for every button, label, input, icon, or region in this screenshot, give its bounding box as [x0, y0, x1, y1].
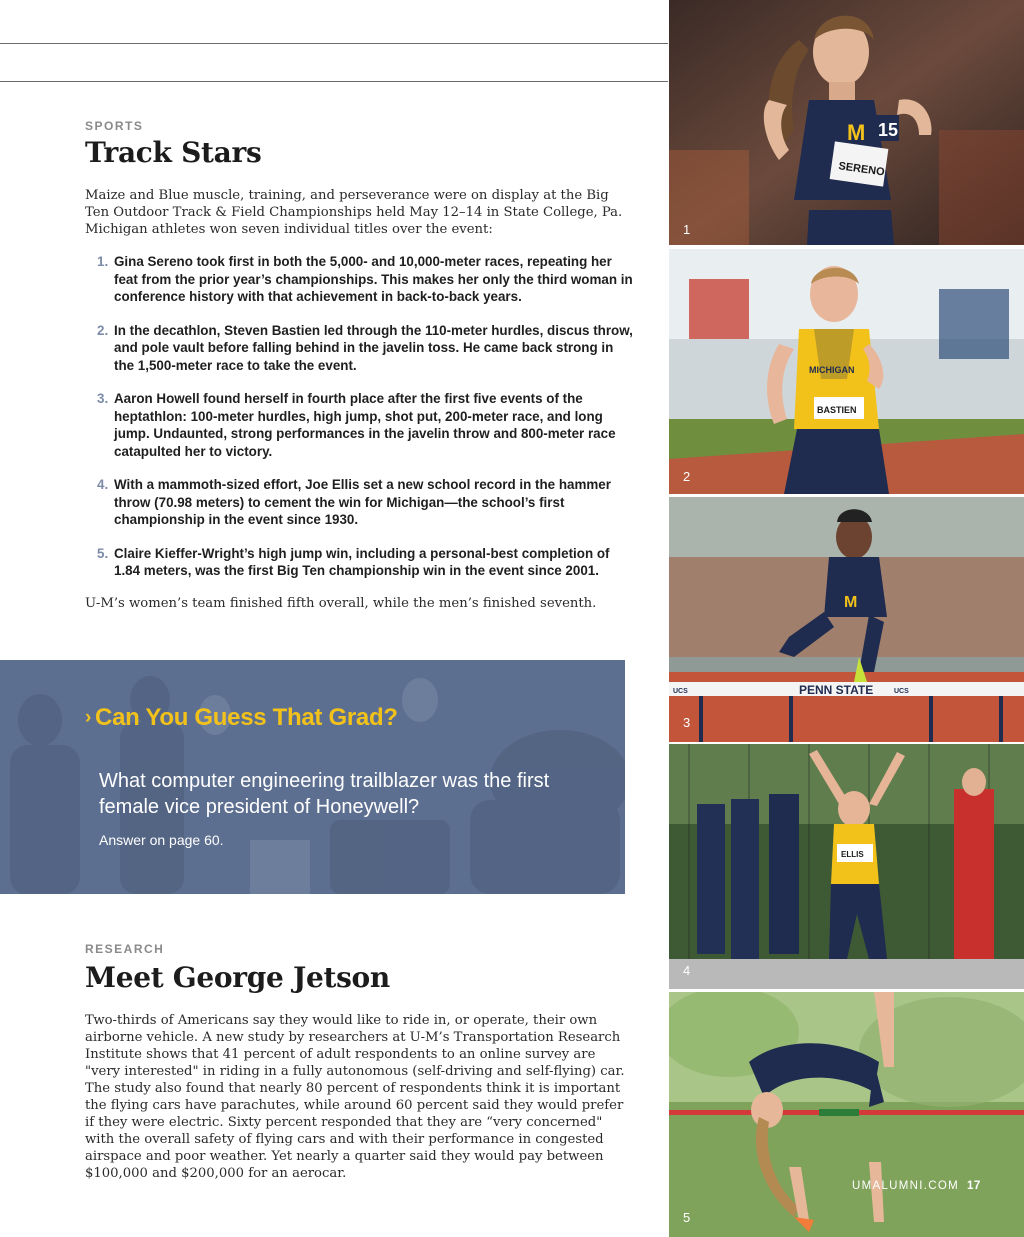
list-number: 3. — [97, 391, 109, 406]
list-item — [97, 390, 637, 460]
quiz-title — [85, 704, 398, 732]
photo-number: 5 — [683, 1210, 691, 1225]
list-item — [97, 253, 637, 306]
svg-text:M: M — [847, 120, 866, 145]
page-number: 17 — [966, 1180, 981, 1192]
list-item — [97, 476, 637, 529]
quiz-answer-note: Answer on page 60. — [99, 832, 224, 848]
photo-ellis — [669, 744, 1024, 989]
list-number: 1. — [97, 254, 109, 269]
top-rule — [0, 43, 668, 44]
photo-kieffer-wright — [669, 992, 1024, 1237]
list-text: Aaron Howell found herself in fourth place after the first five events of the heptathlon: 100-meter hurdles, high jump, shot put, 200-meter race, and long jump. Undaunted, strong performances in the javelin throw and 800-meter race catapulted her to victory. — [114, 391, 616, 459]
sports-intro: Maize and Blue muscle, training, and perseverance were on display at the Big Ten Outdoor Track & Field Championships held May 12–14 in State College, Pa. Michigan athletes won seven individual titles over the event: — [85, 188, 623, 237]
page-folio — [852, 1180, 981, 1192]
sports-kicker: SPORTS — [85, 119, 144, 133]
list-item — [97, 545, 637, 580]
list-item — [97, 322, 637, 375]
photo-column — [669, 0, 1024, 1237]
list-number: 2. — [97, 322, 109, 338]
sponsor-text: UCS — [894, 688, 909, 695]
bib-name: SERENO — [837, 160, 886, 179]
sports-headline: Track Stars — [85, 136, 262, 169]
list-number: 5. — [97, 545, 109, 561]
photo-number: 3 — [683, 715, 691, 730]
list-number: 4. — [97, 477, 109, 492]
research-body: Two-thirds of Americans say they would like to ride in, or operate, their own airborne vehicle. A new study by researchers at U-M’s Transportation Research Institute shows that 41 percent of adult respondents to an online survey are "very interested" in riding in a fully autonomous (self-driving and self-flying) car. The study also found that nearly 80 percent of respondents think it is important the flying cars have parachutes, while around 60 percent said they would prefer if they were electric. Sixty percent responded that they are “very concerned" with the overall safety of flying cars and with their performance in congested airspace and poor weather. Yet nearly a quarter said they would pay between $100,000 and $200,000 for an aerocar. — [85, 1013, 625, 1181]
guess-that-grad-box — [0, 660, 625, 894]
photo-bastien — [669, 249, 1024, 494]
research-kicker: RESEARCH — [85, 942, 165, 956]
list-text: Gina Sereno took first in both the 5,000- and 10,000-meter races, repeating her feat from the prior year’s championships. This makes her only the third woman in conference history with that achievement in back-to-back years. — [114, 254, 633, 304]
quiz-question: What computer engineering trailblazer was the first female vice president of Honeywell? — [99, 770, 550, 818]
photo-sereno — [669, 0, 1024, 245]
bib-name: ELLIS — [841, 850, 864, 859]
photo-number: 2 — [683, 469, 691, 484]
svg-text:M: M — [844, 594, 858, 611]
chevron-right-icon: › — [85, 707, 92, 728]
photo-number: 1 — [683, 222, 691, 237]
research-headline: Meet George Jetson — [85, 961, 390, 994]
list-text: With a mammoth-sized effort, Joe Ellis set a new school record in the hammer throw (70.98 meters) to cement the win for Michigan—the school’s first championship in the event since 1930. — [114, 477, 611, 527]
list-text: In the decathlon, Steven Bastien led through the 110-meter hurdles, discus throw, and pole vault before falling behind in the javelin toss. He came back strong in the 1,500-meter race to take the event. — [114, 322, 633, 373]
bib-name: BASTIEN — [817, 405, 857, 415]
sports-closing: U-M’s women’s team finished fifth overall, while the men’s finished seventh. — [85, 596, 597, 611]
photo-number: 4 — [683, 963, 691, 978]
titles-list — [97, 253, 637, 580]
quiz-title-text: Can You Guess That Grad? — [95, 704, 398, 731]
photo-howell — [669, 497, 1024, 742]
jersey-text: MICHIGAN — [809, 365, 855, 375]
list-text: Claire Kieffer-Wright’s high jump win, including a personal-best completion of 1.84 meters, was the first Big Ten championship win in the event since 2001. — [114, 545, 610, 578]
jersey-number: 15 — [878, 120, 899, 140]
header-rule — [0, 81, 668, 82]
sponsor-text: UCS — [673, 688, 688, 695]
folio-site: UMALUMNI.COM — [852, 1180, 959, 1192]
track-banner: PENN STATE — [799, 683, 874, 697]
